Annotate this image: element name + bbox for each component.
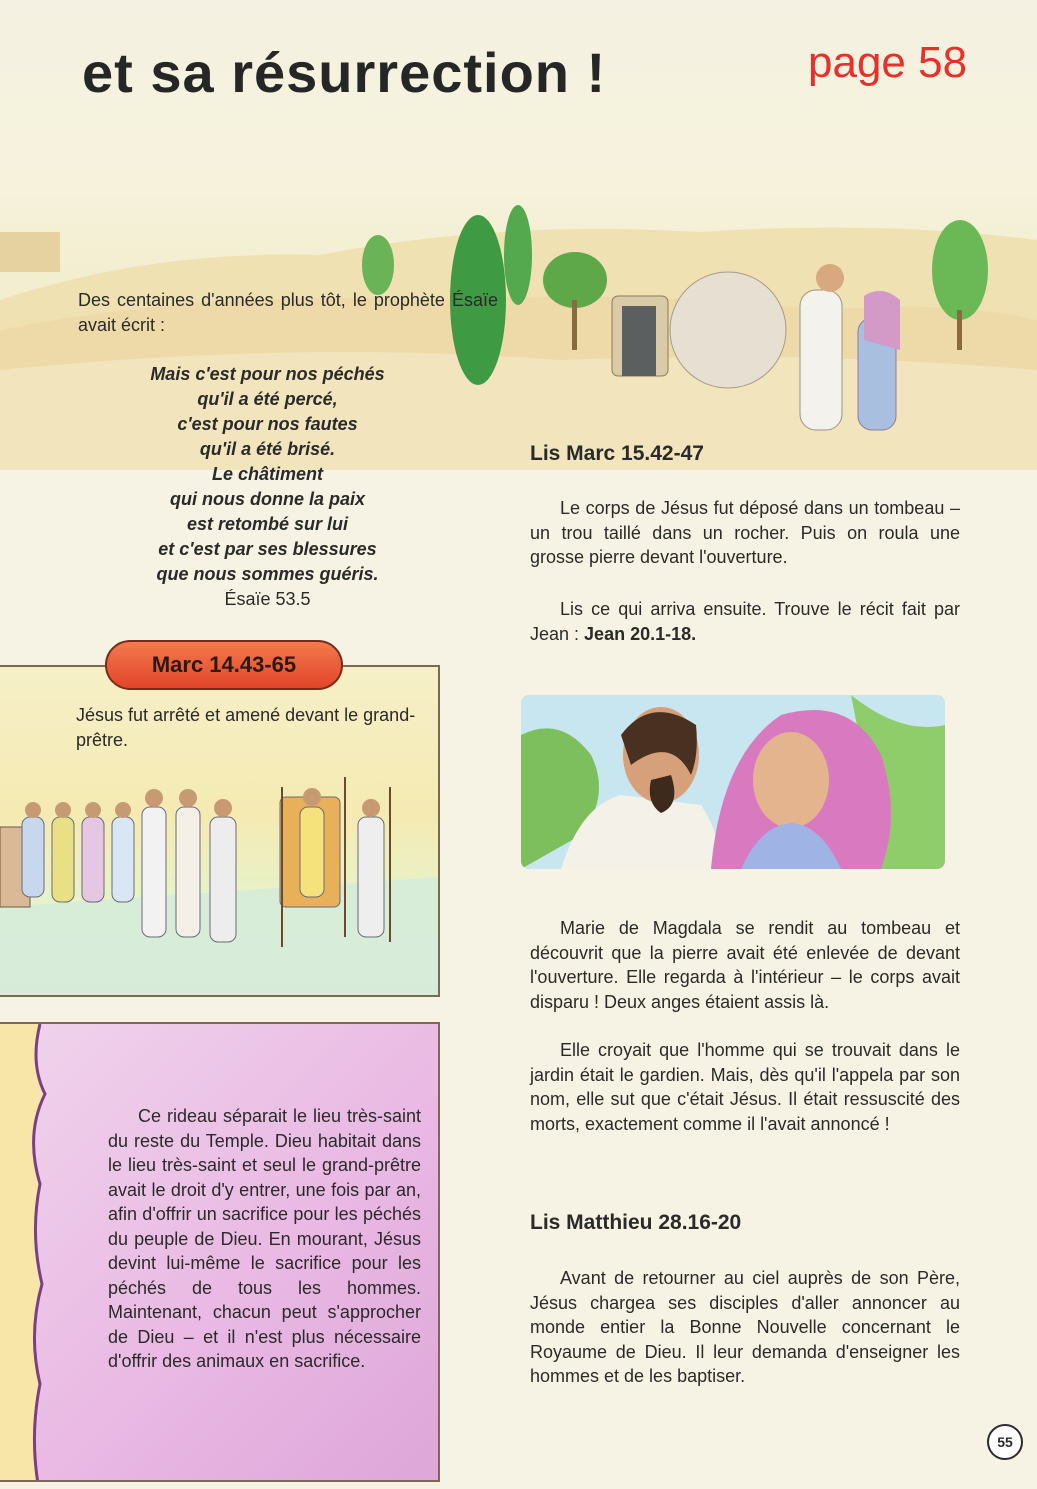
curtain-edge-illustration: [0, 1024, 60, 1482]
jean-text: Lis ce qui arriva ensuite. Trouve le récit fait par Jean :: [530, 599, 960, 644]
scripture-quote: [110, 362, 425, 612]
page-number: 55: [987, 1424, 1023, 1460]
jean-paragraph: [530, 597, 960, 646]
marie-jesus-illustration: [521, 695, 945, 869]
quote-line: c'est pour nos fautes: [177, 414, 358, 434]
curtain-panel: [0, 1022, 440, 1482]
marie-paragraph: Marie de Magdala se rendit au tombeau et découvrit que la pierre avait été enlevée de devant l'ouverture. Elle regarda à l'intérieur – le corps avait disparu ! Deux anges étaient assis là.: [530, 918, 960, 1012]
quote-line: qu'il a été percé,: [197, 389, 338, 409]
quote-line: Mais c'est pour nos péchés: [150, 364, 385, 384]
quote-line: qui nous donne la paix: [169, 489, 365, 509]
curtain-paragraph: Ce rideau séparait le lieu très-saint du reste du Temple. Dieu habitait dans le lieu très-saint et seul le grand-prêtre avait le droit d'y entrer, une fois par an, afin d'offrir un sacrifice pour les péchés du peuple de Dieu. En mourant, Jésus devint lui-même le sacrifice pour les péchés de tous les hommes. Maintenant, chacun peut s'approcher de Dieu – et il n'est plus nécessaire d'offrir des animaux en sacrifice.: [108, 1106, 421, 1371]
marc15-paragraph: Le corps de Jésus fut déposé dans un tombeau – un trou taillé dans un rocher. Puis on roula une grosse pierre devant l'ouverture.: [530, 498, 960, 567]
matthieu-heading: Lis Matthieu 28.16-20: [530, 1211, 742, 1234]
quote-line: Le châtiment: [211, 464, 324, 484]
arrest-caption: Jésus fut arrêté et amené devant le grand-prêtre.: [76, 705, 416, 750]
quote-reference: Ésaïe 53.5: [224, 589, 311, 609]
marc15-heading: Lis Marc 15.42-47: [530, 442, 704, 465]
gardener-paragraph: Elle croyait que l'homme qui se trouvait dans le jardin était le gardien. Mais, dès qu'il l'appela par son nom, elle sut que c'était Jésus. Il était ressuscité des morts, exactement comme il l'avait annoncé !: [530, 1040, 960, 1134]
matthieu-paragraph: Avant de retourner au ciel auprès de son Père, Jésus chargea ses disciples d'aller annoncer au monde entier la Bonne Nouvelle concernant le Royaume de Dieu. Il leur demanda d'enseigner les hommes et de les baptiser.: [530, 1268, 960, 1386]
quote-line: qu'il a été brisé.: [199, 439, 336, 459]
quote-line: et c'est par ses blessures: [158, 539, 377, 559]
marc-reference-badge: Marc 14.43-65: [105, 640, 343, 690]
arrest-panel: [0, 665, 440, 997]
page-annotation: page 58: [808, 38, 968, 87]
quote-line: que nous sommes guéris.: [156, 564, 379, 584]
jean-reference: Jean 20.1-18.: [584, 623, 697, 644]
quote-line: est retombé sur lui: [186, 514, 349, 534]
intro-paragraph: Des centaines d'années plus tôt, le prophète Ésaïe avait écrit :: [78, 290, 498, 335]
page-title: et sa résurrection !: [82, 41, 607, 104]
